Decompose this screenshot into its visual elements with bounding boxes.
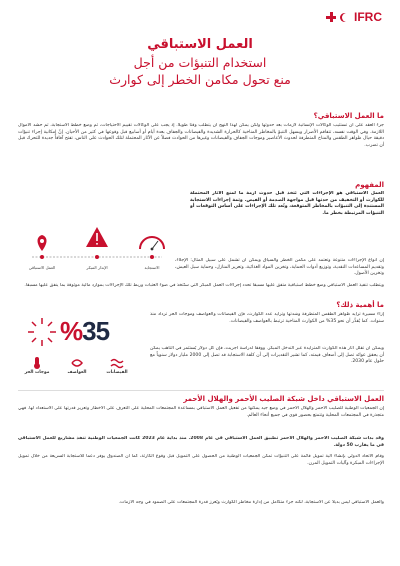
stat-unit: % — [60, 316, 83, 346]
divider — [18, 390, 384, 391]
heading-what-is: ما العمل الاستباقي؟ — [313, 112, 384, 120]
heading-in-movement: العمل الاستباقي داخل شبكة الصليب الأحمر والهلال الأحمر — [183, 395, 384, 403]
warning-triangle-icon — [86, 227, 108, 247]
para-why-2: ويمكن أن تقلل آثار هذه الكوارث المتزايدة عبر التدخل المبكر. ووفقاً لدراسة أُجريت، فإن كل دولار يُستثمر في التأهب يمكن أن يحقق عوائد تصل إلى أضعاف قيمته، كما تشير التقديرات إلى أن كلفة الاستجابة قد تصل إلى 2000 مليار دولار سنوياً مع حلول عام 2030. — [150, 346, 384, 365]
sparkle-icon — [22, 314, 62, 350]
para-concept: العمل الاستباقي هو الإجراءات التي تُتخذ قبل حدوث أزمة ما لمنع الآثار المحتملة للكوارث أو التخفيف من حدتها قبل مواجهة الصدمة أو الفيض. وثمة إجراءات الاستجابة المستندة إلى التنبؤات بالمخاطر المتوقعة، وتُعد تلك الإجراءات على أساس التوقعات أو التنبؤات المرتبطة بخطر ما. — [190, 191, 384, 216]
timeline-dot-2 — [95, 255, 99, 259]
timeline-dot-3 — [150, 255, 154, 259]
para-in-movement-2: وقد بدأت شبكة الصليب الأحمر والهلال الأحمر تطبيق العمل الاستباقي في عام 2008. منذ بداية عام 2023 كانت الجمعيات الوطنية تنفذ مشاريع للعمل الاستباقي في ما يقارب 50 دولة. — [18, 436, 384, 448]
location-pin-icon — [38, 235, 47, 251]
stat-value — [60, 316, 109, 347]
timeline-label-1: العمل الاستباقي — [28, 265, 56, 270]
red-cross-icon — [326, 12, 336, 22]
timeline-dot-1 — [40, 255, 44, 259]
storm-icon — [70, 357, 84, 369]
para-what-is: جزء العقد على أن تستثيب الوكالات الإنسانية لأزمات بعد حدوثها ولكن يمكن لهذا النهج أن يتطلب وقتاً طويلاً. إذ يجب على الوكالات تقييم الاحتياجات، ثم وضع خطط الاستجابة، ثم حشد الأموال اللازمة. وفي الوقت نفسه، تتفاقم الأضرار ويسهل التنبؤ بالمخاطر المناخية كالحرارة الشديدة والفيضانات والجفاف بعدة أيام أو أسابيع قبل وقوعها في كثير من الأحيان. إنّ إمكانية إجراء تنبؤات دقيقة حيال ظواهر الطقس والمناخ المتطرفة لحدوث الأعاصير وموجات الجفاف والفيضانات وغيرها من الحوادث فضلاً عن الآثار المحتملة لتلك الحوادث على الناس، تفتح آفاقاً جديدة للتحرك قبل أن تضرب. — [18, 123, 384, 148]
icon-label-storm: العواصف — [67, 370, 87, 375]
stat-number: 35 — [82, 316, 110, 346]
early-warning-diagram — [22, 217, 172, 285]
para-in-movement: إن الجمعيات الوطنية للصليب الأحمر والهلال الأحمر في وضع جيد يمكنها من تفعيل العمل الاستباقي بمساعدة المجتمعات المحلية على التعرف على الأخطار وتعزيز قدرتها على الاستعداد لها. فهي متجذرة في المجتمعات المحلية وتتمتع بحضور قوي في جميع أنحاء العالم. — [18, 406, 384, 418]
para-concept-3: ويتطلب تنفيذ العمل الاستباقي وضع خطط استباقية متفق عليها مسبقاً تحدد إجراءات العمل المبكر التي ستُتخذ في ضوء العتبات وربط تلك الإجراءات بموارد مالية موثوقة بما ينفق عليها مسبقاً. — [24, 283, 384, 288]
heading-why: ما أهمية ذلك؟ — [336, 301, 384, 309]
heat-icon — [30, 357, 44, 369]
heading-concept: المفهوم — [355, 181, 384, 189]
red-crescent-icon — [342, 13, 351, 22]
title-line-2: استخدام التنبؤات من أجل — [133, 55, 267, 70]
stat-block — [20, 312, 140, 382]
timeline-svg — [22, 217, 172, 285]
para-in-movement-3: وقام الاتحاد الدولي بإنشاء آلية تمويل قائمة على التنبؤات تمكّن الجمعيات الوطنية من الحصول على التمويل قبل وقوع الكارثة، كما أن الصندوق يوفر دعماً للاستجابة السريعة من خلال تمويل الإجراءات المبكرة وآليات التمويل المرن. — [18, 454, 384, 466]
gauge-icon — [140, 237, 164, 250]
title-line-1: العمل الاستباقي — [147, 37, 253, 52]
para-concept-2: إن أنواع الإجراءات متنوعة وتعتمد على مكمن الخطر والسياق ويمكن أن تشمل على سبيل المثال: الإجلاء، وتقديم المساعدات النقدية، وتوزيع أدوات الحماية، وتخزين المواد الغذائية، وتعزيز المنازل، وحماية سبل العيش، وتخزين الأصول. — [175, 258, 384, 277]
ifrc-logo — [326, 10, 382, 24]
flood-icon — [110, 357, 124, 369]
timeline-label-3: الاستجابة — [144, 265, 160, 270]
page-title — [40, 36, 360, 88]
icon-label-heat: موجات الحر — [24, 370, 50, 375]
para-why: إزاء مسيرة تزايد ظواهر الطقس المتطرفة وشدتها وتزايد عدد الكوارث، فإن الفيضانات والعواصف وموجات الحر تزداد منذ سنوات. كما يُقدَّر أن نحو 35% من الكوارث المناخية ترتبط بالعواصف والفيضانات. — [150, 312, 384, 324]
timeline-label-2: الإنذار المبكر — [86, 265, 108, 270]
logo-text: IFRC — [354, 10, 382, 24]
icon-label-flood: الفيضانات — [106, 370, 128, 375]
title-line-3: منع تحول مكامن الخطر إلى كوارث — [109, 72, 291, 87]
para-in-movement-4: والعمل الاستباقي ليس بديلاً عن الاستجابة، لكنه جزء متكامل من إدارة مخاطر الكوارث ويُعزز قدرة المجتمعات على الصمود في وجه الأزمات. — [118, 500, 384, 505]
